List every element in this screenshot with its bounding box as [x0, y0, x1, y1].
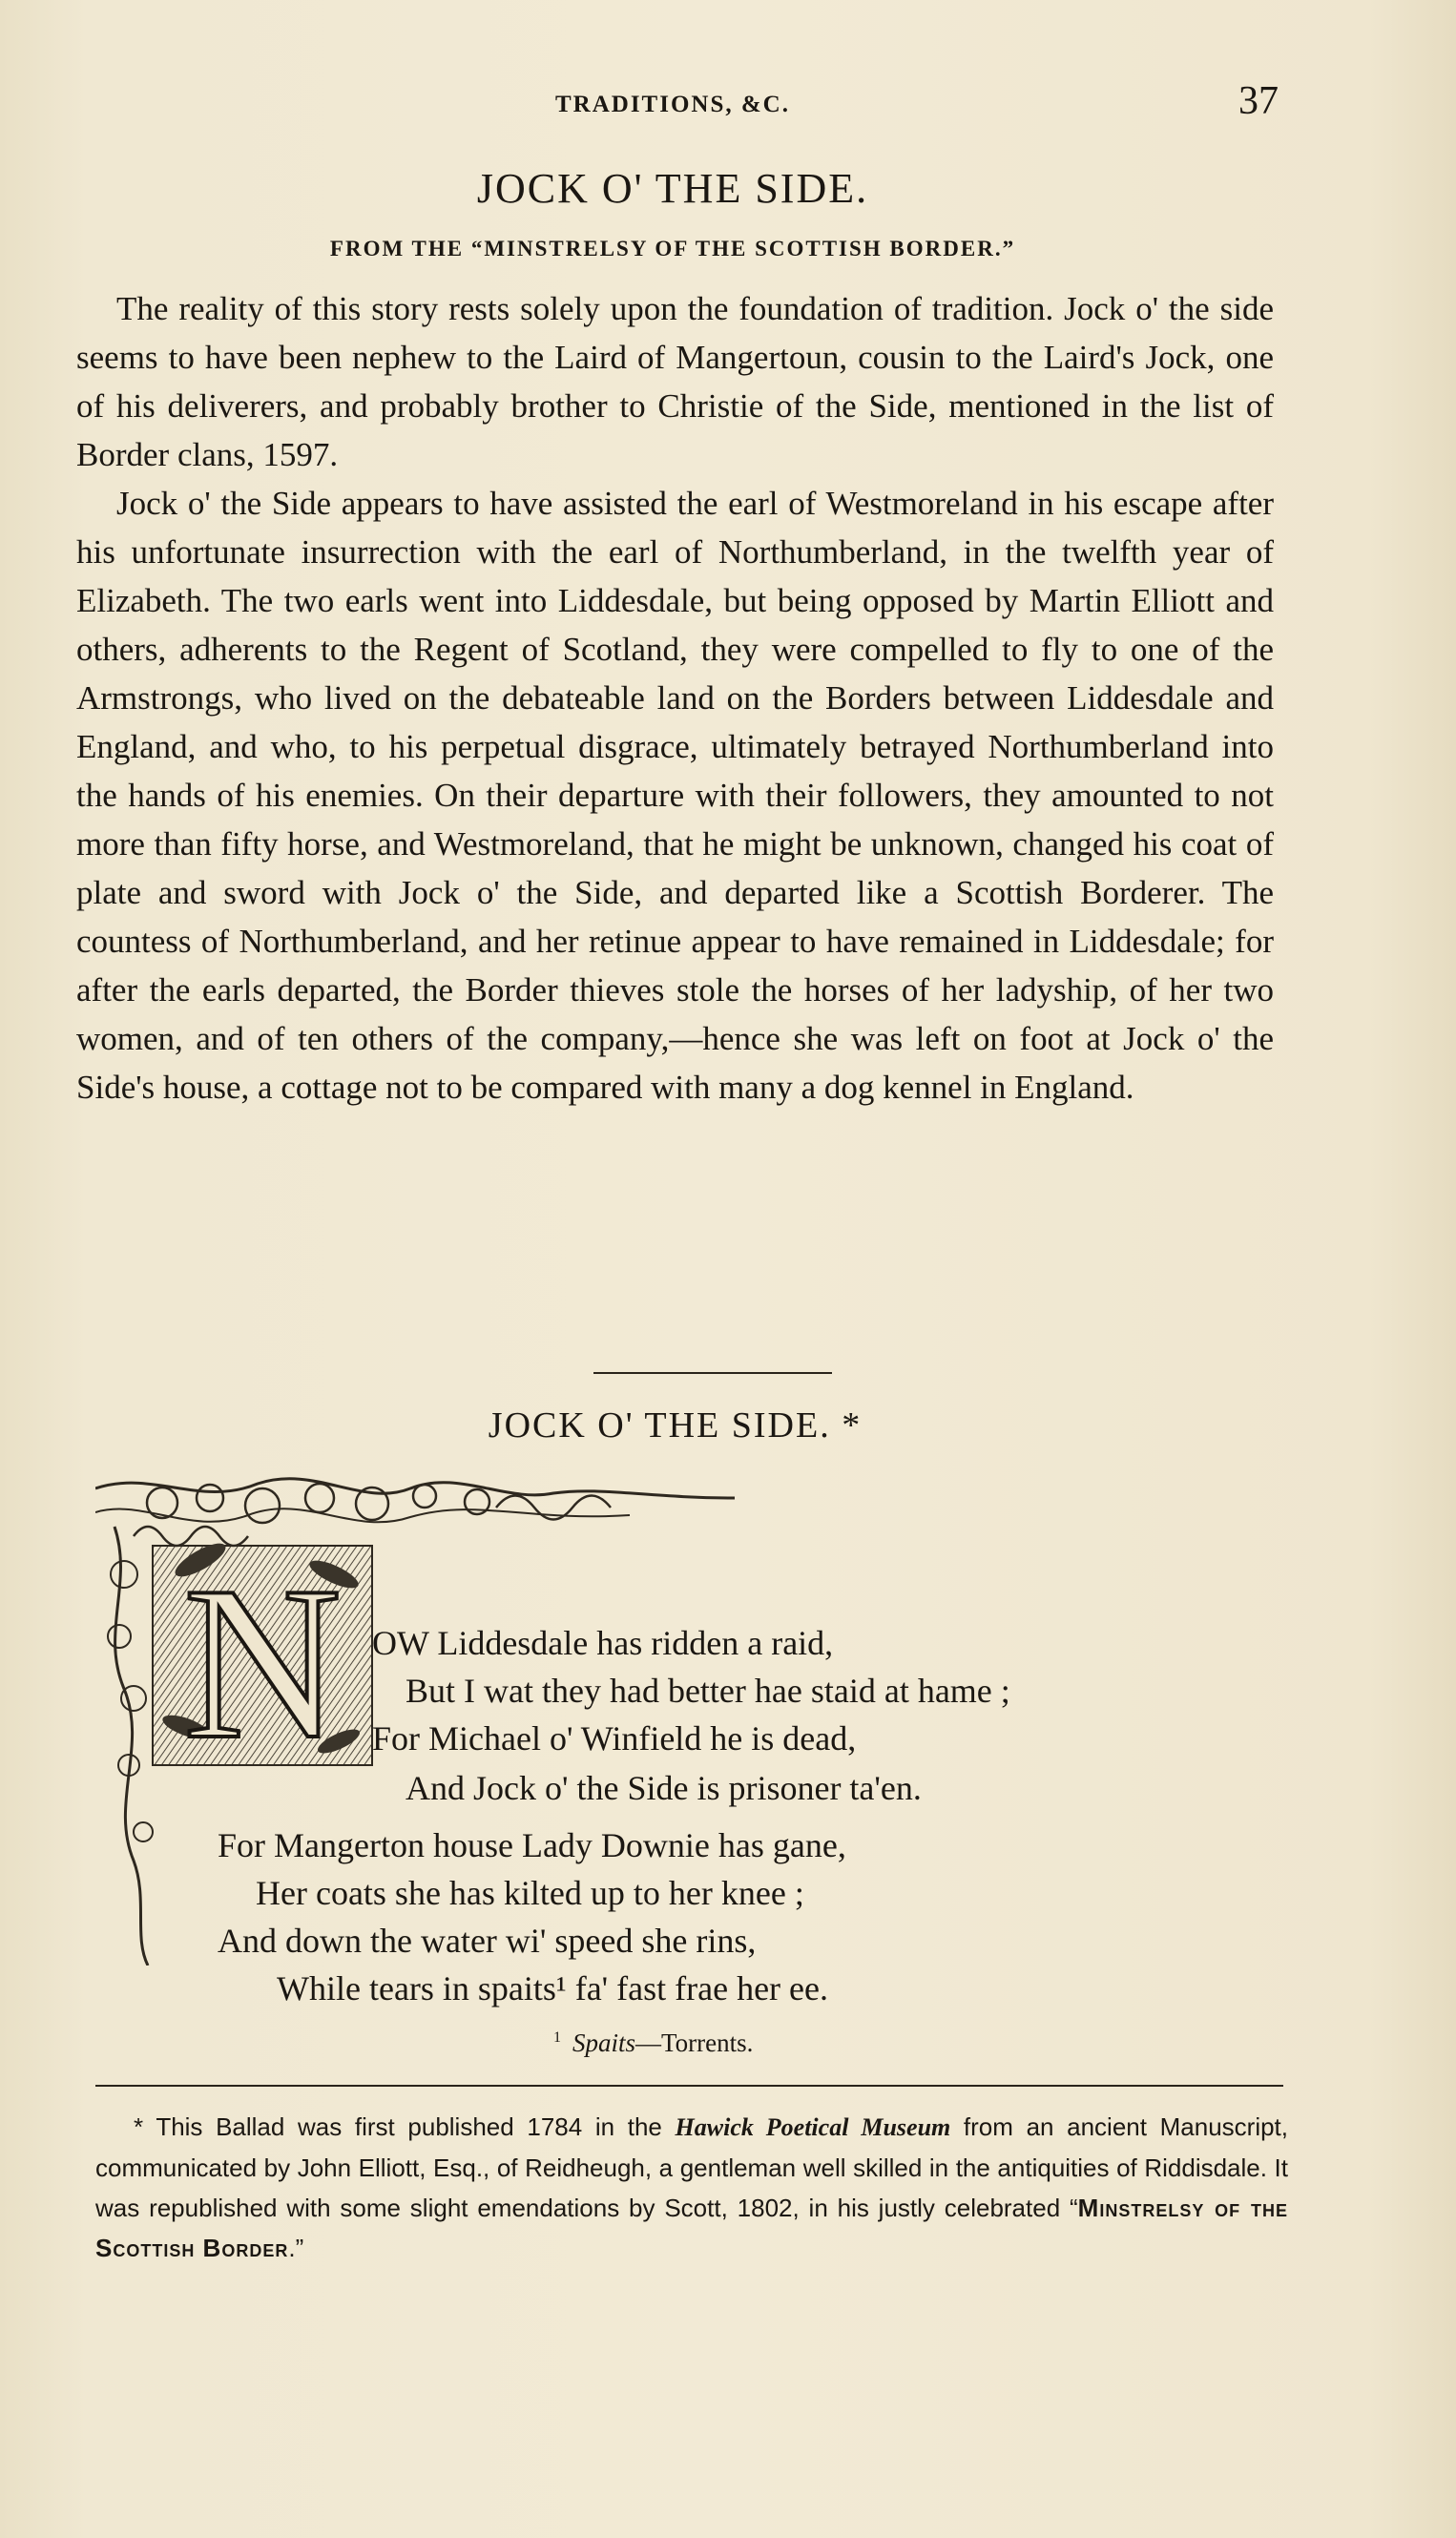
footnote-marker: *: [134, 2112, 144, 2141]
ballad-line-3: For Michael o' Winfield he is dead,: [372, 1719, 857, 1758]
ballad-line-8: While tears in spaits¹ fa' fast frae her ee.: [277, 1969, 829, 2008]
ballad-title: JOCK O' THE SIDE. *: [488, 1405, 863, 1446]
footnote-text-1: This Ballad was first published 1784 in the: [156, 2112, 662, 2141]
running-head: [76, 79, 1279, 123]
verse-footnote-text: —Torrents.: [635, 2028, 754, 2057]
chapter-subtitle: FROM THE “MINSTRELSY OF THE SCOTTISH BORDER.”: [329, 237, 1016, 260]
ballad-line-1: OW Liddesdale has ridden a raid,: [372, 1624, 834, 1662]
ballad-line-4: And Jock o' the Side is prisoner ta'en.: [406, 1769, 922, 1807]
footnote-smallcaps-title: Minstrelsy of the Scottish Border: [95, 2194, 1288, 2262]
ballad-line-7: And down the water wi' speed she rins,: [218, 1922, 757, 1960]
paragraph-1: The reality of this story rests solely upon the foundation of tradition. Jock o' the side seems to have been nephew to the Laird of Mangertoun, cousin to the Laird's Jock, one of his deliverers, and probably brother to Christie of the Side, mentioned in the list of Border clans, 1597.: [76, 290, 1274, 473]
footnote-text-2: from an ancient Manuscript, communicated by John Elliott, Esq., of Reidheugh, a gentleman well skilled in the antiquities of Riddisdale. It was republished with some slight emendations by Scott, 1802, in his justly celebrated “: [95, 2112, 1288, 2222]
footnote-divider: [95, 2085, 1283, 2087]
footnote-text-3: .”: [288, 2234, 304, 2262]
introduction-text: [76, 284, 1274, 1112]
ballad-line-2: But I wat they had better hae staid at hame ;: [406, 1672, 1010, 1710]
verse-footnote-marker: 1: [553, 2029, 561, 2046]
page-number: 37: [1238, 79, 1279, 123]
verse-footnote-term: Spaits: [572, 2028, 636, 2057]
verse-footnote: [553, 2028, 753, 2058]
running-title: TRADITIONS, &C.: [554, 92, 790, 117]
paragraph-2: Jock o' the Side appears to have assisted the earl of Westmoreland in his escape after his unfortunate insurrection with the earl of Northumberland, in the twelfth year of Elizabeth. The two earls went into Liddesdale, but being opposed by Martin Elliott and others, adherents to the Regent of Scotland, they were compelled to fly to one of the Armstrongs, who lived on the debateable land on the Borders between Liddesdale and England, and who, to his perpetual disgrace, ultimately betrayed Northumberland into the hands of his enemies. On their departure with their followers, they amounted to not more than fifty horse, and Westmoreland, that he might be unknown, changed his coat of plate and sword with Jock o' the Side, and departed like a Scottish Borderer. The countess of Northumberland, and her retinue appear to have remained in Liddesdale; for after the earls departed, the Border thieves stole the horses of her ladyship, of her two women, and of ten others of the company,—hence she was left on foot at Jock o' the Side's house, a cottage not to be compared with many a dog kennel in England.: [76, 485, 1274, 1106]
ballad-line-6: Her coats she has kilted up to her knee ;: [256, 1874, 804, 1912]
footnote-italic-title: Hawick Poetical Museum: [675, 2113, 951, 2141]
ballad-line-5: For Mangerton house Lady Downie has gane,: [218, 1826, 846, 1864]
chapter-title: JOCK O' THE SIDE.: [476, 165, 869, 212]
section-divider: [593, 1372, 832, 1374]
initial-letter: N: [182, 1541, 343, 1784]
page-footnote: [95, 2107, 1288, 2268]
